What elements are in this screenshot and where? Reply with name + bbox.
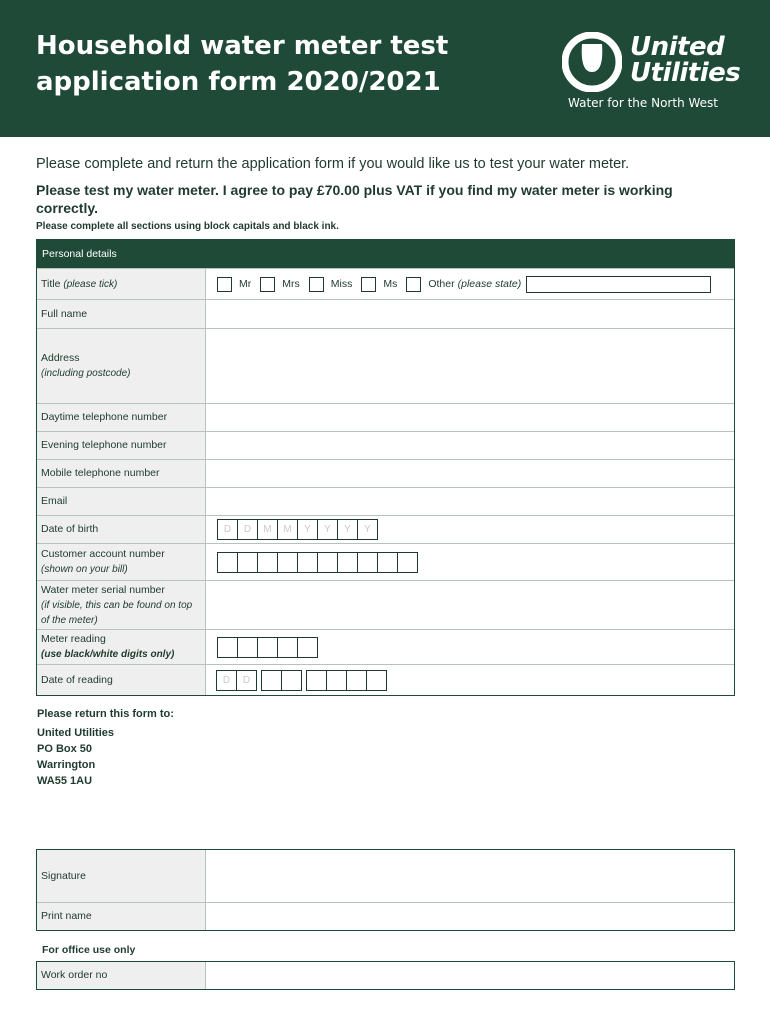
office-use-section [36, 961, 735, 990]
reading-date-cell[interactable]: D [236, 670, 257, 691]
reading-date-cell[interactable] [306, 670, 327, 691]
email-input[interactable] [206, 488, 734, 515]
daytime-phone-row [37, 403, 734, 431]
account-cell[interactable] [317, 552, 338, 573]
account-cell[interactable] [237, 552, 258, 573]
email-row [37, 487, 734, 515]
return-address [37, 725, 114, 789]
title-option-miss[interactable] [309, 277, 353, 292]
account-cell[interactable] [277, 552, 298, 573]
address-line: United Utilities [37, 727, 115, 739]
dob-cell[interactable]: M [257, 519, 278, 540]
reading-cell[interactable] [297, 637, 318, 658]
work-order-label: Work order no [37, 962, 206, 989]
address-line: PO Box 50 [37, 743, 93, 755]
checkbox-mrs[interactable] [260, 277, 275, 292]
reading-date-label: Date of reading [37, 665, 206, 695]
account-cell[interactable] [397, 552, 418, 573]
account-cell[interactable] [377, 552, 398, 573]
dob-cell[interactable]: D [237, 519, 258, 540]
address-input[interactable] [206, 329, 734, 403]
dob-label: Date of birth [37, 516, 206, 543]
account-label-text: Customer account number [41, 548, 165, 560]
dob-cell[interactable]: D [217, 519, 238, 540]
signature-label: Signature [37, 850, 206, 902]
daytime-phone-input[interactable] [206, 404, 734, 431]
reading-cells [217, 637, 318, 658]
print-name-label: Print name [37, 903, 206, 930]
other-title-input[interactable] [526, 276, 711, 293]
title-line-2: application form 2020/2021 [36, 67, 441, 97]
signature-section [36, 849, 735, 931]
reading-label-text: Meter reading [41, 633, 106, 645]
full-name-label: Full name [37, 300, 206, 328]
account-cell[interactable] [297, 552, 318, 573]
header-banner [0, 0, 770, 137]
reading-date-input [206, 665, 734, 695]
evening-phone-label: Evening telephone number [37, 432, 206, 459]
reading-cell[interactable] [277, 637, 298, 658]
agreement-text: Please test my water meter. I agree to pay £70.00 plus VAT if you find my water meter is working correctly. [36, 182, 673, 216]
reading-date-cell[interactable]: D [216, 670, 237, 691]
work-order-row [37, 962, 734, 989]
title-option-mr[interactable] [217, 277, 251, 292]
logo-wordmark [630, 34, 740, 86]
full-name-row [37, 299, 734, 328]
account-cell[interactable] [337, 552, 358, 573]
option-label: Other [428, 278, 455, 290]
address-label [37, 329, 206, 403]
option-label: Mr [239, 278, 252, 290]
email-label: Email [37, 488, 206, 515]
reading-hint: (use black/white digits only) [41, 649, 175, 660]
dob-row [37, 515, 734, 543]
address-line: WA55 1AU [37, 775, 93, 787]
serial-row [37, 580, 734, 629]
title-hint: (please tick) [63, 278, 118, 290]
reading-cell[interactable] [257, 637, 278, 658]
title-row [37, 268, 734, 299]
office-use-heading: For office use only [42, 944, 136, 956]
title-option-ms[interactable] [361, 277, 397, 292]
logo-word-united: United [630, 32, 725, 62]
serial-hint: (if visible, this can be found on top of the meter) [41, 599, 193, 626]
address-row [37, 328, 734, 403]
checkbox-other[interactable] [406, 277, 421, 292]
serial-input[interactable] [206, 581, 734, 629]
checkbox-ms[interactable] [361, 277, 376, 292]
intro-text: Please complete and return the application form if you would like us to test your water meter. [36, 156, 630, 172]
reading-date-cell[interactable] [326, 670, 347, 691]
united-utilities-logo [562, 32, 742, 116]
address-line: Warrington [37, 759, 96, 771]
signature-input[interactable] [206, 850, 734, 902]
logo-tagline: Water for the North West [568, 96, 718, 110]
reading-date-row [37, 664, 734, 695]
account-cell[interactable] [217, 552, 238, 573]
personal-details-form [36, 239, 735, 696]
logo-swirl-icon [562, 32, 622, 92]
checkbox-miss[interactable] [309, 277, 324, 292]
title-label [37, 269, 206, 299]
account-cells [217, 552, 418, 573]
reading-label [37, 630, 206, 664]
dob-input [206, 516, 734, 543]
work-order-input[interactable] [206, 962, 734, 989]
logo-word-utilities: Utilities [630, 58, 741, 88]
reading-date-cell[interactable] [281, 670, 302, 691]
address-label-text: Address [41, 352, 80, 364]
dob-cell[interactable]: Y [357, 519, 378, 540]
dob-cell[interactable]: M [277, 519, 298, 540]
account-label [37, 544, 206, 580]
section-heading: Personal details [37, 240, 734, 268]
checkbox-mr[interactable] [217, 277, 232, 292]
account-input [206, 544, 734, 580]
account-cell[interactable] [357, 552, 378, 573]
return-heading: Please return this form to: [37, 708, 174, 720]
reading-date-cell[interactable] [346, 670, 367, 691]
mobile-phone-row [37, 459, 734, 487]
reading-date-cells [216, 670, 387, 691]
instruction-text: Please complete all sections using block capitals and black ink. [36, 221, 339, 232]
print-name-input[interactable] [206, 903, 734, 930]
dob-cells [217, 519, 378, 540]
reading-date-cell[interactable] [366, 670, 387, 691]
option-label: Miss [330, 278, 353, 290]
signature-row [37, 850, 734, 902]
reading-cell[interactable] [237, 637, 258, 658]
page-title [36, 28, 496, 100]
dob-cell[interactable]: Y [317, 519, 338, 540]
evening-phone-row [37, 431, 734, 459]
title-line-1: Household water meter test [36, 31, 449, 61]
option-label: Ms [383, 278, 398, 290]
dob-cell[interactable]: Y [297, 519, 318, 540]
account-row [37, 543, 734, 580]
title-option-other[interactable] [406, 276, 711, 293]
title-option-mrs[interactable] [260, 277, 300, 292]
serial-label [37, 581, 206, 629]
title-label-text: Title [41, 277, 61, 290]
reading-cell[interactable] [217, 637, 238, 658]
mobile-phone-label: Mobile telephone number [37, 460, 206, 487]
address-hint: (including postcode) [41, 368, 131, 379]
reading-row [37, 629, 734, 664]
reading-date-cell[interactable] [261, 670, 282, 691]
other-hint: (please state) [457, 278, 522, 290]
account-hint: (shown on your bill) [41, 564, 128, 575]
print-name-row [37, 902, 734, 930]
option-label: Mrs [282, 278, 300, 290]
title-options [206, 269, 734, 299]
mobile-phone-input[interactable] [206, 460, 734, 487]
serial-label-text: Water meter serial number [41, 583, 165, 596]
daytime-phone-label: Daytime telephone number [37, 404, 206, 431]
full-name-input[interactable] [206, 300, 734, 328]
reading-input [206, 630, 734, 664]
account-cell[interactable] [257, 552, 278, 573]
dob-cell[interactable]: Y [337, 519, 358, 540]
evening-phone-input[interactable] [206, 432, 734, 459]
